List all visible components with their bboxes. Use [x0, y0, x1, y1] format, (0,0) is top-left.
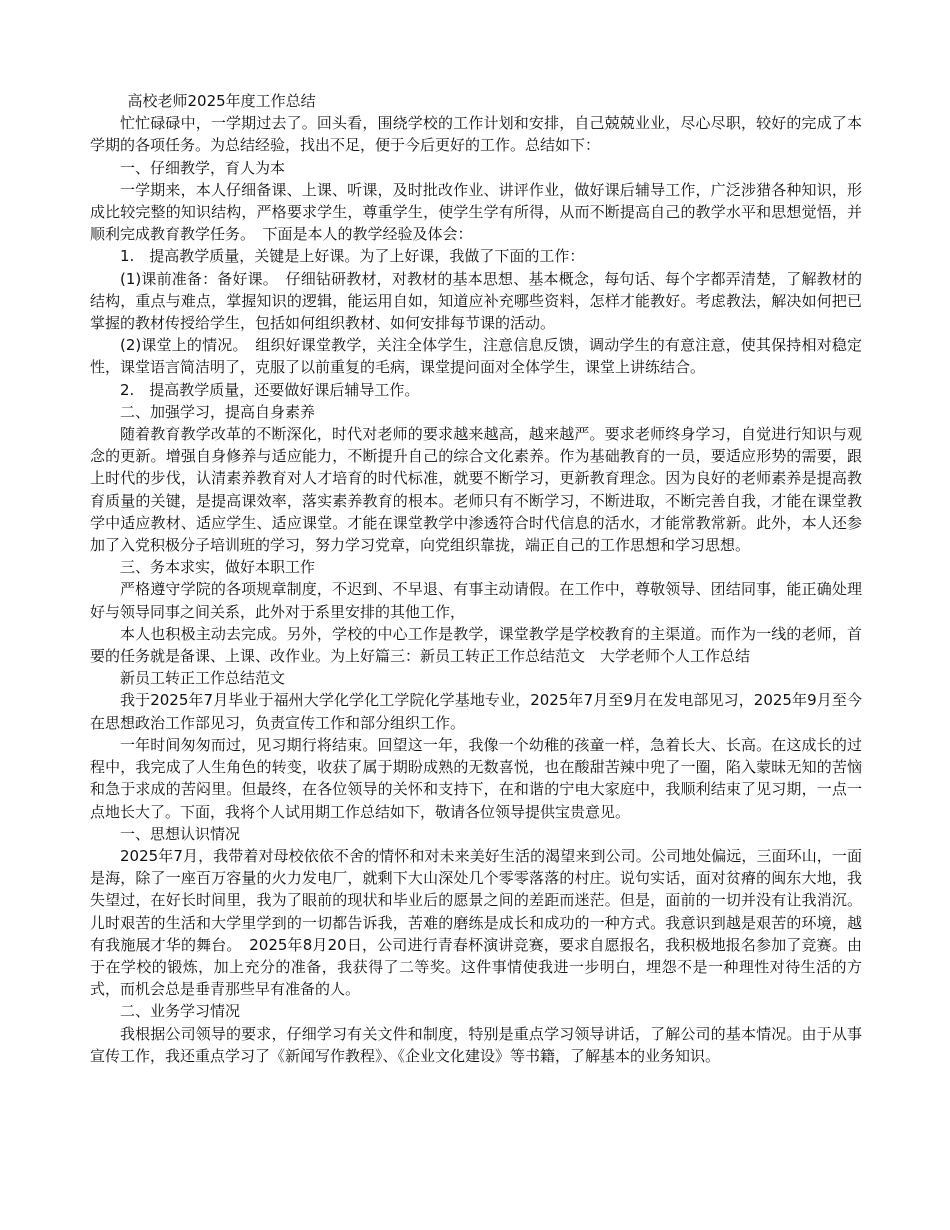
- list-item: 2. 提高教学质量，还要做好课后辅导工作。: [120, 380, 420, 399]
- list-item: 1. 提高教学质量，关键是上好课。为了上好课，我做了下面的工作：: [120, 247, 585, 266]
- document-page: [90, 90, 862, 1067]
- section-heading: 一、思想认识情况: [120, 824, 241, 843]
- body-paragraph: 随着教育教学改革的不断深化，时代对老师的要求越来越高，越来越严。要求老师终身学习，自觉进行知识与观念的更新。增强自身修养与适应能力，不断提升自己的综合文化素养。作为基础教育的一员，要适应形势的需要，跟上时代的步伐，认清素养教育对人才培育的时代标准，就要不断学习，更新教育理念。因为良好的老师素养是提高教育质量的关键，是提高课效率，落实素养教育的根本。老师只有不断学习，不断进取，不断完善自我，才能在课堂教学中适应教材、适应学生、适应课堂。才能在课堂教学中渗透符合时代信息的活水，才能常教常新。此外，本人还参加了入党积极分子培训班的学习，努力学习党章，向党组织靠拢，端正自己的工作思想和学习思想。: [90, 425, 862, 555]
- body-paragraph: 我于2025年7月毕业于福州大学化学化工学院化学基地专业，2025年7月至9月在发电部见习，2025年9月至今在思想政治工作部见习，负责宣传工作和部分组织工作。: [90, 691, 862, 732]
- section-heading: 一、仔细教学，育人为本: [120, 158, 286, 177]
- subdocument-title: 新员工转正工作总结范文: [120, 669, 286, 688]
- body-paragraph: 本人也积极主动去完成。另外，学校的中心工作是教学，课堂教学是学校教育的主渠道。而作为一线的老师，首要的任务就是备课、上课、改作业。为上好篇三：新员工转正工作总结范文 大学老师个人工作总结: [90, 624, 862, 666]
- intro-paragraph: 忙忙碌碌中，一学期过去了。回头看，围绕学校的工作计划和安排，自己兢兢业业，尽心尽职，较好的完成了本学期的各项任务。为总结经验，找出不足，便于今后更好的工作。总结如下：: [90, 114, 862, 155]
- body-paragraph: 2025年7月，我带着对母校依依不舍的情怀和对未来美好生活的渴望来到公司。公司地处偏远，三面环山，一面是海，除了一座百万容量的火力发电厂，就剩下大山深处几个零零落落的村庄。说句实话，面对贫瘠的闽东大地，我失望过，在好长时间里，我为了眼前的现状和毕业后的愿景之间的差距而迷茫。但是，面前的一切并没有让我消沉。儿时艰苦的生活和大学里学到的一切都告诉我，苦难的磨练是成长和成功的一种方式。我意识到越是艰苦的环境，越有我施展才华的舞台。 2025年8月20日，公司进行青春杯演讲竞赛，要求自愿报名，我积极地报名参加了竞赛。由于在学校的锻炼，加上充分的准备，我获得了二等奖。这件事情使我进一步明白，埋怨不是一种理性对待生活的方式，而机会总是垂青那些早有准备的人。: [90, 846, 862, 999]
- section-heading: 二、业务学习情况: [120, 1002, 241, 1021]
- list-item: (2)课堂上的情况。 组织好课堂教学，关注全体学生，注意信息反馈，调动学生的有意注意，使其保持相对稳定性，课堂语言简洁明了，克服了以前重复的毛病，课堂提问面对全体学生，课堂上讲练结合。: [90, 336, 862, 377]
- body-paragraph: 一学期来，本人仔细备课、上课、听课，及时批改作业、讲评作业，做好课后辅导工作，广泛涉猎各种知识，形成比较完整的知识结构，严格要求学生，尊重学生，使学生学有所得，从而不断提高自己的教学水平和思想觉悟，并顺利完成教育教学任务。 下面是本人的教学经验及体会：: [90, 180, 862, 244]
- section-heading: 二、加强学习，提高自身素养: [120, 402, 316, 421]
- body-paragraph: 一年时间匆匆而过，见习期行将结束。回望这一年，我像一个幼稚的孩童一样，急着长大、长高。在这成长的过程中，我完成了人生角色的转变，收获了属于期盼成熟的无数喜悦，也在酸甜苦辣中兜了一圈，陷入蒙昧无知的苦恼和急于求成的苦闷里。但最终，在各位领导的关怀和支持下，在和谐的宁电大家庭中，我顺利结束了见习期，一点一点地长大了。下面，我将个人试用期工作总结如下，敬请各位领导提供宝贵意见。: [90, 735, 862, 821]
- list-item: (1)课前准备：备好课。 仔细钻研教材，对教材的基本思想、基本概念，每句话、每个字都弄清楚，了解教材的结构，重点与难点，掌握知识的逻辑，能运用自如，知道应补充哪些资料，怎样才能教好。考虑教法，解决如何把已掌握的教材传授给学生，包括如何组织教材、如何安排每节课的活动。: [90, 269, 862, 333]
- document-title: 高校老师2025年度工作总结: [127, 92, 316, 110]
- body-paragraph: 我根据公司领导的要求，仔细学习有关文件和制度，特别是重点学习领导讲话，了解公司的基本情况。由于从事宣传工作，我还重点学习了《新闻写作教程》、《企业文化建设》等书籍，了解基本的业务知识。: [90, 1024, 862, 1065]
- body-paragraph: 严格遵守学院的各项规章制度，不迟到、不早退、有事主动请假。在工作中，尊敬领导、团结同事，能正确处理好与领导同事之间关系，此外对于系里安排的其他工作，: [90, 580, 862, 621]
- section-heading: 三、务本求实，做好本职工作: [120, 558, 316, 577]
